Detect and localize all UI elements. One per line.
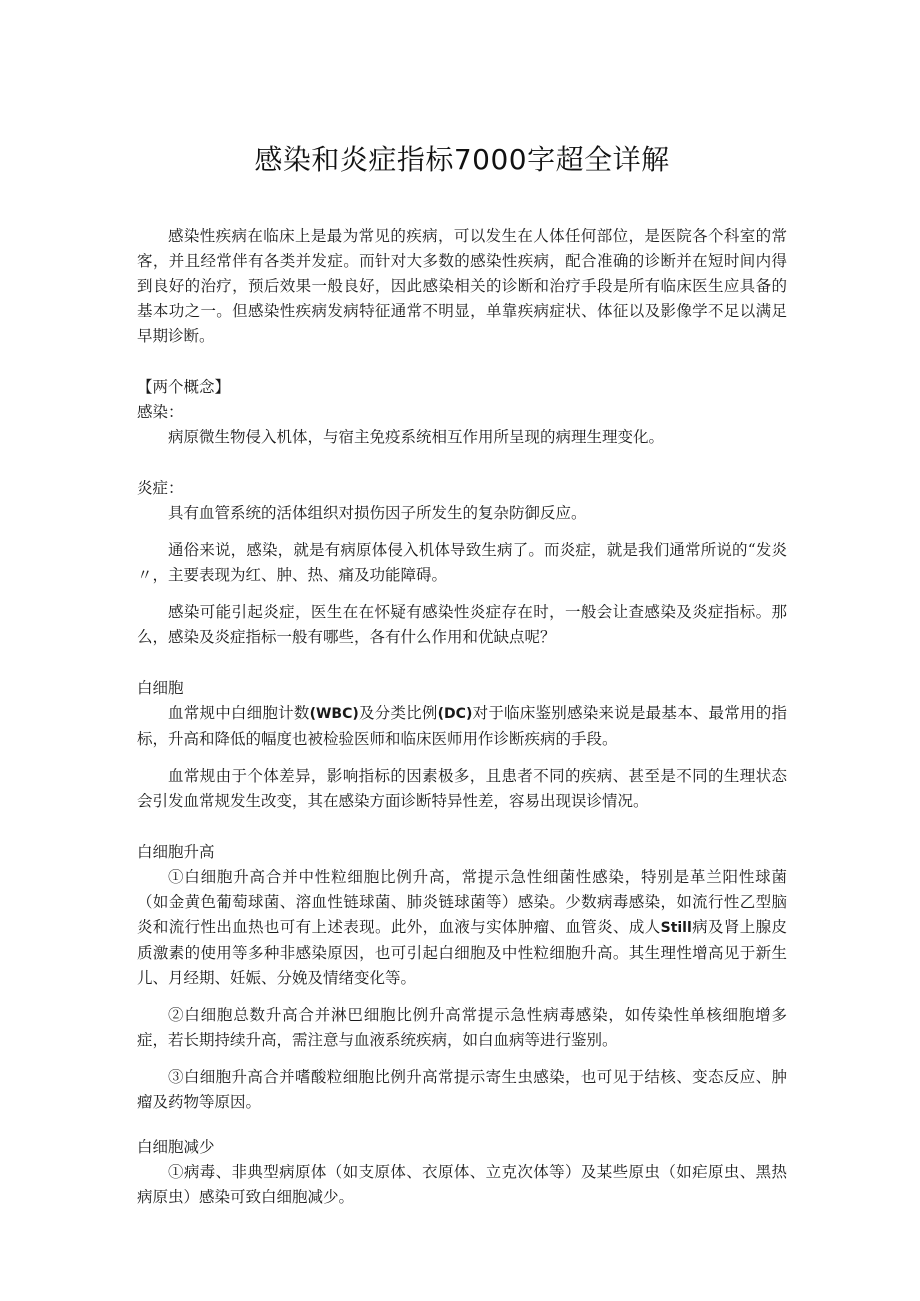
wbc-high-item-1-text-b: 病及肾上腺皮质激素的使用等多种非感染原因，也可引起白细胞及中性粒细胞升高。其生理性增高见于新生儿、月经期、妊娠、分娩及情绪变化等。: [137, 918, 787, 987]
wbc-text-a: 血常规中白细胞计数: [168, 704, 310, 722]
wbc-low-item-1: ①病毒、非典型病原体（如支原体、衣原体、立克次体等）及某些原虫（如疟原虫、黑热病原虫）感染可致白细胞减少。: [137, 1163, 787, 1206]
infection-definition: 病原微生物侵入机体，与宿主免疫系统相互作用所呈现的病理生理变化。: [168, 428, 665, 446]
concepts-heading: 【两个概念】: [137, 378, 231, 396]
wbc-high-item-2: ②白细胞总数升高合并淋巴细胞比例升高常提示急性病毒感染，如传染性单核细胞增多症，若长期持续升高，需注意与血液系统疾病，如白血病等进行鉴别。: [137, 1006, 787, 1049]
wbc-text-c: 对于临床鉴别感染来说是最基本、最常用的指标，升高和降低的幅度也被检验医师和临床医师用作诊断疾病的手段。: [137, 704, 787, 748]
wbc-high-item-3: ③白细胞升高合并嗜酸粒细胞比例升高常提示寄生虫感染，也可见于结核、变态反应、肿瘤及药物等原因。: [137, 1068, 787, 1111]
wbc-heading: 白细胞: [137, 679, 184, 697]
intro-paragraph: 感染性疾病在临床上是最为常见的疾病，可以发生在人体任何部位，是医院各个科室的常客，并且经常伴有各类并发症。而针对大多数的感染性疾病，配合准确的诊断并在短时间内得到良好的治疗，预后效果一般良好，因此感染相关的诊断和治疗手段是所有临床医生应具备的基本功之一。但感染性疾病发病特征通常不明显，单靠疾病症状、体征以及影像学不足以满足早期诊断。: [137, 227, 787, 345]
infection-label: 感染：: [137, 403, 184, 421]
dc-abbreviation: (DC): [437, 706, 473, 722]
wbc-high-item-1: [137, 865, 787, 991]
question-paragraph: 感染可能引起炎症，医生在在怀疑有感染性炎症存在时，一般会让查感染及炎症指标。那么，感染及炎症指标一般有哪些，各有什么作用和优缺点呢？: [137, 603, 787, 646]
document-body: [137, 140, 787, 1210]
wbc-paragraph-2: 血常规由于个体差异，影响指标的因素极多，且患者不同的疾病、甚至是不同的生理状态会引发血常规发生改变，其在感染方面诊断特异性差，容易出现误诊情况。: [137, 767, 787, 810]
wbc-high-item-1-text-a: ①白细胞升高合并中性粒细胞比例升高，常提示急性细菌性感染，特别是革兰阳性球菌（如金黄色葡萄球菌、溶血性链球菌、肺炎链球菌等）感染。少数病毒感染，如流行性乙型脑炎和流行性出血热也可有上述表现。此外，血液与实体肿瘤、血管炎、成人: [137, 868, 787, 936]
document-title: 感染和炎症指标7000字超全详解: [254, 143, 670, 176]
wbc-text-b: 及分类比例: [358, 704, 438, 722]
inflammation-definition: 具有血管系统的活体组织对损伤因子所发生的复杂防御反应。: [168, 504, 587, 522]
wbc-abbreviation: (WBC): [309, 706, 359, 722]
wbc-paragraph-1: [137, 701, 787, 752]
wbc-high-heading: 白细胞升高: [137, 843, 215, 861]
plain-explanation-paragraph: 通俗来说，感染，就是有病原体侵入机体导致生病了。而炎症，就是我们通常所说的“发炎〃，主要表现为红、肿、热、痛及功能障碍。: [137, 541, 787, 584]
inflammation-label: 炎症：: [137, 479, 184, 497]
wbc-low-heading: 白细胞减少: [137, 1138, 215, 1156]
still-term: Still: [660, 920, 692, 936]
